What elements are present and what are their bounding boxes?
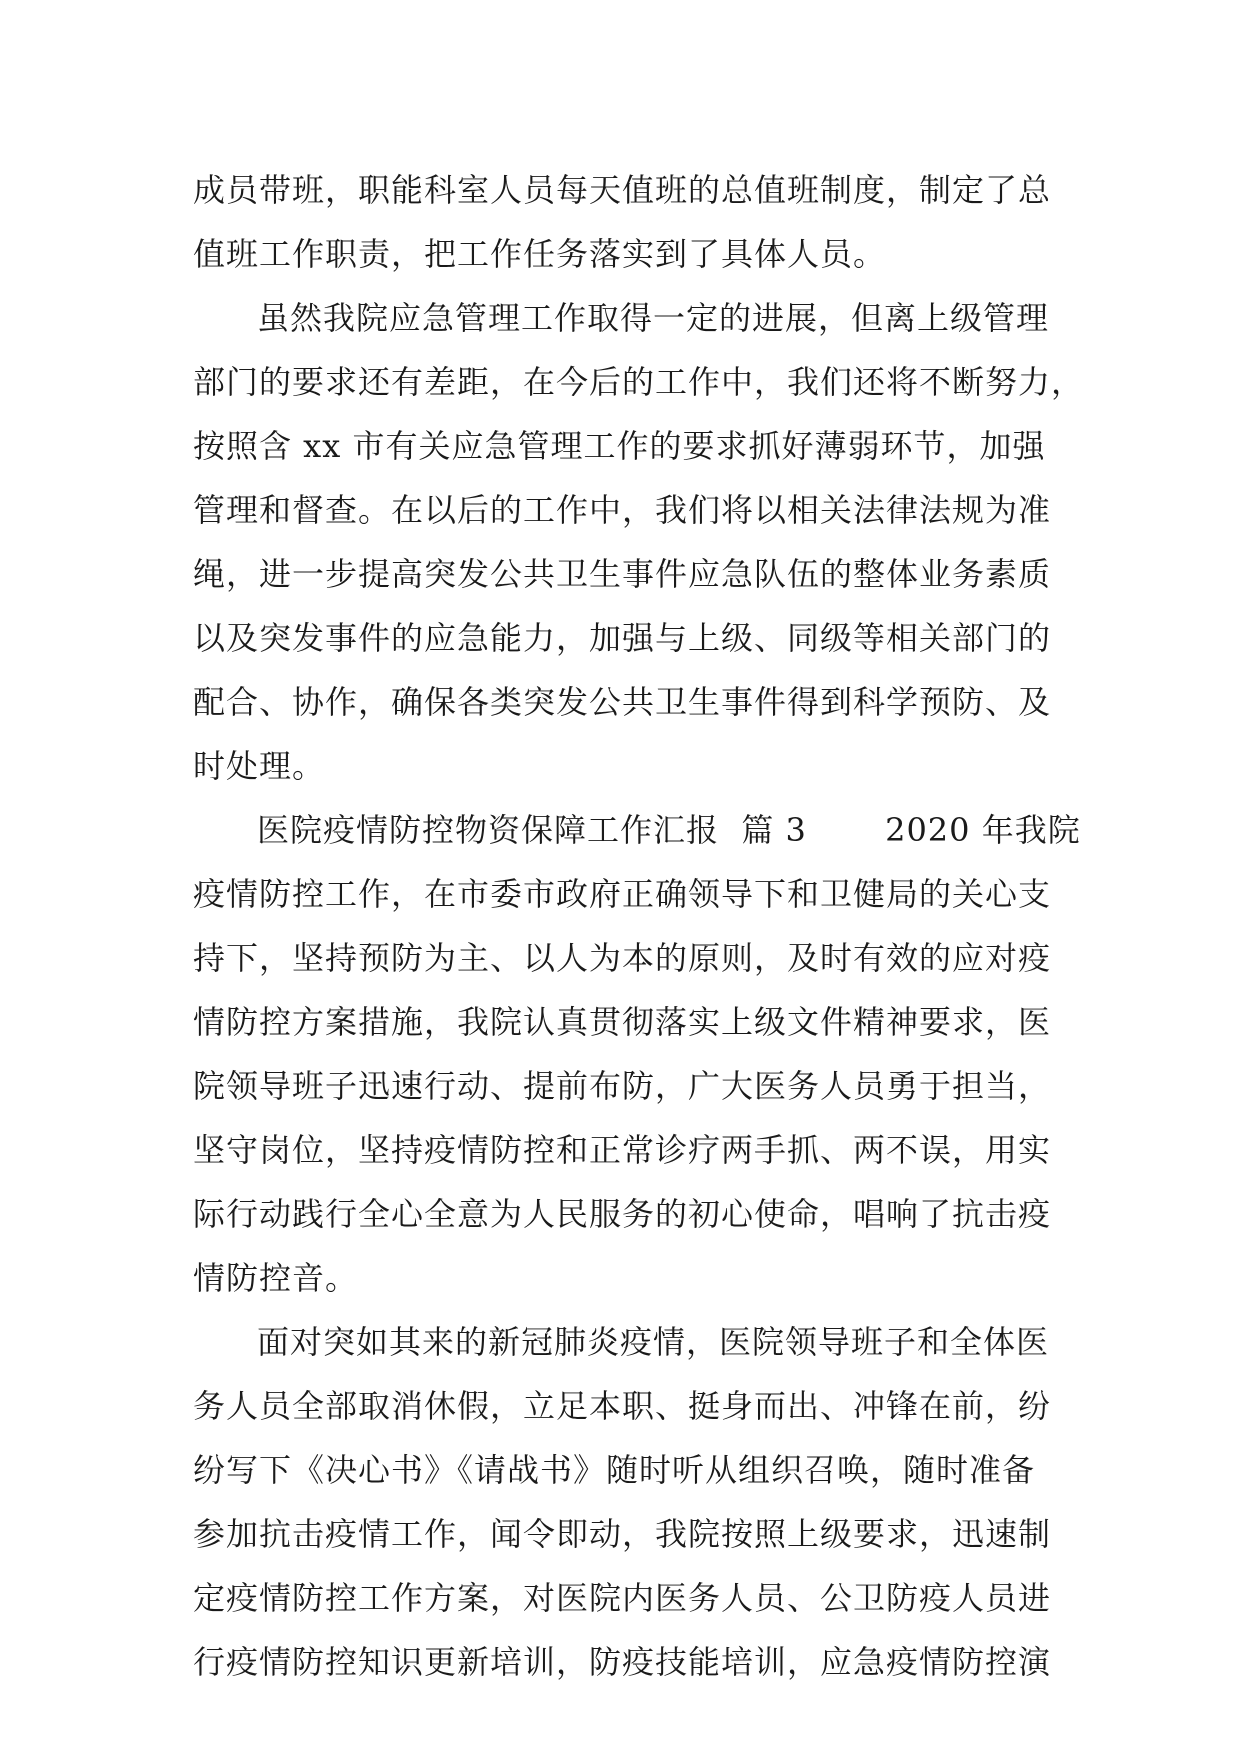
text-line: 疫情防控工作，在市委市政府正确领导下和卫健局的关心支 [193,875,1052,913]
text-line: 参加抗击疫情工作，闻令即动，我院按照上级要求，迅速制 [193,1515,1052,1553]
text-line: 行疫情防控知识更新培训，防疫技能培训，应急疫情防控演 [193,1643,1052,1681]
text-line: 际行动践行全心全意为人民服务的初心使命，唱响了抗击疫 [193,1195,1052,1233]
paragraph [193,1310,1053,1694]
text-line: 绳，进一步提高突发公共卫生事件应急队伍的整体业务素质 [193,555,1052,593]
text-line: 虽然我院应急管理工作取得一定的进展，但离上级管理 [257,299,1050,337]
text-line: 院领导班子迅速行动、提前布防，广大医务人员勇于担当， [193,1067,1052,1105]
text-line: 部门的要求还有差距，在今后的工作中，我们还将不断努力， [193,363,1085,401]
text-line: 按照含 xx 市有关应急管理工作的要求抓好薄弱环节，加强 [193,427,1046,465]
text-line: 务人员全部取消休假，立足本职、挺身而出、冲锋在前，纷 [193,1387,1052,1425]
text-line: 时处理。 [193,747,326,785]
document-body [193,158,1085,1694]
text-line: 面对突如其来的新冠肺炎疫情，医院领导班子和全体医 [257,1323,1050,1361]
text-line: 管理和督查。在以后的工作中，我们将以相关法律法规为准 [193,491,1052,529]
text-line: 持下，坚持预防为主、以人为本的原则，及时有效的应对疫 [193,939,1052,977]
paragraph [193,798,1081,1310]
text-line: 以及突发事件的应急能力，加强与上级、同级等相关部门的 [193,619,1052,657]
text-line: 成员带班，职能科室人员每天值班的总值班制度，制定了总 [193,171,1052,209]
text-line: 情防控音。 [193,1259,359,1297]
text-line: 纷写下《决心书》《请战书》随时听从组织召唤，随时准备 [193,1451,1036,1489]
text-line: 定疫情防控工作方案，对医院内医务人员、公卫防疫人员进 [193,1579,1052,1617]
paragraph [193,286,1085,798]
paragraph [193,158,1053,286]
text-line: 医院疫情防控物资保障工作汇报 篇 3 2020 年我院 [257,811,1081,849]
text-line: 值班工作职责，把工作任务落实到了具体人员。 [193,235,887,273]
text-line: 情防控方案措施，我院认真贯彻落实上级文件精神要求，医 [193,1003,1052,1041]
text-line: 配合、协作，确保各类突发公共卫生事件得到科学预防、及 [193,683,1052,721]
text-line: 坚守岗位，坚持疫情防控和正常诊疗两手抓、两不误，用实 [193,1131,1052,1169]
